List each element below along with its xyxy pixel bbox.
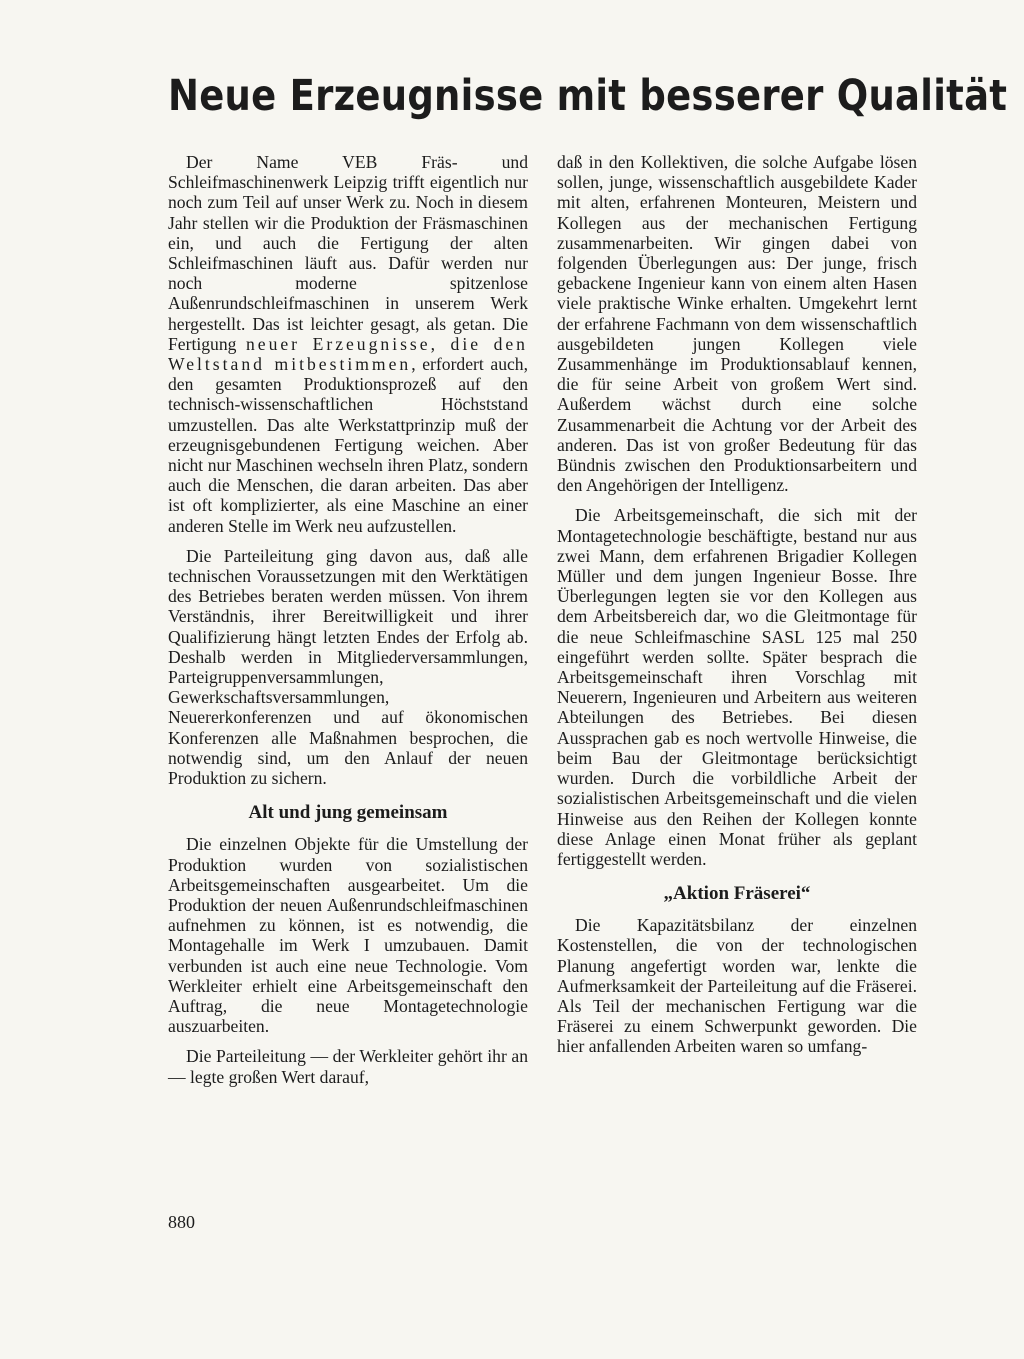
left-column <box>168 152 528 1097</box>
paragraph: Die Parteileitung — der Werkleiter gehört ihr an — legte großen Wert darauf, <box>168 1046 528 1087</box>
section-heading: „Aktion Fräserei“ <box>663 883 811 905</box>
spaced-emphasis: neuer Erzeugnisse, die den Weltstand mitbestimmen <box>168 333 528 375</box>
paragraph: Die Parteileitung ging davon aus, daß alle technischen Voraussetzungen mit den Werktätigen des Betriebes beraten werden müssen. Von ihrem Verständnis, ihrer Bereitwilligkeit und ihrer Qualifizierung hängt letzten Endes der Erfolg ab. Deshalb werden in Mitgliederversammlungen, Parteigruppenversammlungen, Gewerkschaftsversammlungen, Neuererkonferenzen und auf ökonomischen Konferenzen alle Maßnahmen besprochen, die notwendig sind, um den Anlauf der neuen Produktion zu sichern. <box>168 545 528 789</box>
paragraph-text: Der Name VEB Fräs- und Schleifmaschinenwerk Leipzig trifft eigentlich nur noch zum Teil auf unser Werk zu. Noch in diesem Jahr stellen wir die Produktion der Fräsmaschinen ein, und auch die Fertigung der alten Schleifmaschinen läuft aus. Dafür werden nur noch moderne spitzenlose Außenrundschleifmaschinen in unserem Werk hergestellt. Das ist leichter gesagt, als getan. Die Fertigung <box>168 152 528 354</box>
page-title: Neue Erzeugnisse mit besserer Qualität <box>168 71 1008 121</box>
paragraph-text: , erfordert auch, den gesamten Produktionsprozeß auf den technisch-wissenschaftlichen Höchststand umzustellen. Das alte Werkstattprinzip muß der erzeugnisgebundenen Fertigung weichen. Aber nicht nur Maschinen wechseln ihren Platz, sondern auch die Menschen, die daran arbeiten. Das aber ist oft komplizierter, als eine Maschine an einer anderen Stelle im Werk neu aufzustellen. <box>168 354 529 536</box>
paragraph-continued: daß in den Kollektiven, die solche Aufgabe lösen sollen, junge, wissenschaftlich ausgebildete Kader mit alten, erfahrenen Monteuren, Meistern und Kollegen aus der mechanischen Fertigung zusammenarbeiten. Wir gingen dabei von folgenden Überlegungen aus: Der junge, frisch gebackene Ingenieur kann von einem alten Hasen viele praktische Winke erhalten. Umgekehrt lernt der erfahrene Fachmann von dem wissenschaftlich ausgebildeten jungen Kollegen viele Zusammenhänge im Produktionsablauf kennen, die für seine Arbeit von großem Wert sind. Außerdem wächst durch eine solche Zusammenarbeit die Achtung vor der Arbeit des anderen. Das ist von großer Bedeutung für das Bündnis zwischen den Produktionsarbeitern und den Angehörigen der Intelligenz. <box>557 152 917 496</box>
paragraph: Die einzelnen Objekte für die Umstellung der Produktion wurden von sozialistischen Arbeitsgemeinschaften ausgearbeitet. Um die Produktion der neuen Außenrundschleifmaschinen aufnehmen zu können, ist es notwendig, die Montagehalle im Werk I umzubauen. Damit verbunden ist auch eine neue Technologie. Vom Werkleiter erhielt eine Arbeitsgemeinschaft den Auftrag, die neue Montagetechnologie auszuarbeiten. <box>168 834 528 1037</box>
section-heading: Alt und jung gemeinsam <box>248 802 448 824</box>
right-column <box>557 152 917 1067</box>
paragraph: Die Kapazitätsbilanz der einzelnen Kostenstellen, die von der technologischen Planung angefertigt worden war, lenkte die Aufmerksamkeit der Parteileitung auf die Fräserei. Als Teil der mechanischen Fertigung war die Fräserei zu einem Schwerpunkt geworden. Die hier anfallenden Arbeiten waren so umfang- <box>557 915 917 1057</box>
paragraph: Die Arbeitsgemeinschaft, die sich mit der Montagetechnologie beschäftigte, bestand nur aus zwei Mann, dem erfahrenen Brigadier Kollegen Müller und dem jungen Ingenieur Bosse. Ihre Überlegungen legten sie vor den Kollegen aus dem Arbeitsbereich dar, wo die Gleitmontage für die neue Schleifmaschine SASL 125 mal 250 eingeführt werden sollte. Später besprach die Arbeitsgemeinschaft ihren Vorschlag mit Neuerern, Ingenieuren und Arbeitern aus weiteren Abteilungen des Betriebes. Bei diesen Aussprachen gab es noch wertvolle Hinweise, die beim Bau der Gleitmontage berücksichtigt wurden. Durch die vorbildliche Arbeit der sozialistischen Arbeitsgemeinschaft und die vielen Hinweise aus den Reihen der Kollegen konnte diese Anlage einen Monat früher als geplant fertiggestellt werden. <box>557 505 917 869</box>
page-number: 880 <box>168 1212 195 1232</box>
paragraph <box>168 152 528 536</box>
